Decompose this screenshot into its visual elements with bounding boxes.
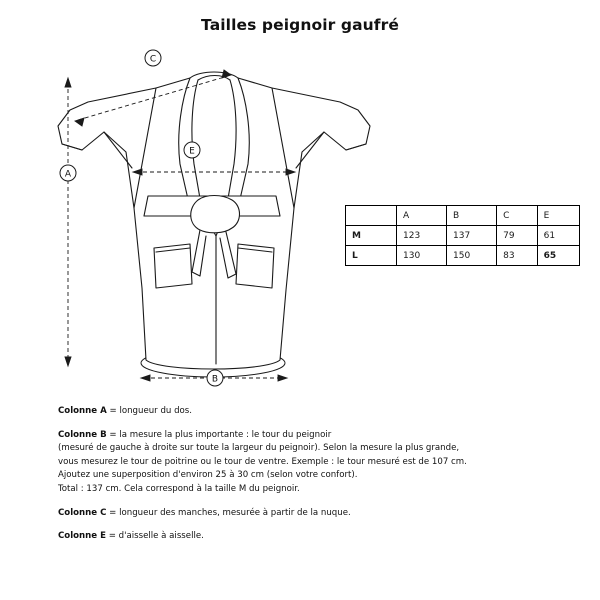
label-b-text: B xyxy=(211,374,219,385)
cell-l-e: 65 xyxy=(537,246,579,266)
legend-b-line-3: Ajoutez une superposition d'environ 25 à 30 cm (selon votre confort). xyxy=(58,470,358,481)
cell-m-b: 137 xyxy=(447,226,497,246)
label-e-text: E xyxy=(189,146,195,157)
legend-c-text: = longueur des manches, mesurée à partir de la nuque. xyxy=(106,507,351,518)
arrow-a-bottom xyxy=(65,357,71,366)
pocket-right xyxy=(236,244,274,288)
bathrobe-svg xyxy=(40,40,380,390)
legend-item-e xyxy=(58,530,558,544)
legend-e-label: Colonne E xyxy=(58,531,106,542)
arrow-a-top xyxy=(65,78,71,87)
legend-a-label: Colonne A xyxy=(58,406,107,416)
cell-m-a: 123 xyxy=(397,226,447,246)
legend-c-label: Colonne C xyxy=(58,507,107,518)
legend-b-text: = la mesure la plus importante : le tour du peignoir xyxy=(106,429,332,440)
table-header-b: B xyxy=(447,206,497,226)
legend-b-label: Colonne B xyxy=(58,429,107,440)
cell-l-b: 150 xyxy=(447,246,497,266)
label-a-text: A xyxy=(64,169,72,180)
legend-b-line-4: Total : 137 cm. Cela correspond à la taille M du peignoir. xyxy=(58,483,300,494)
cell-m-c: 79 xyxy=(497,226,538,246)
arrow-b-left xyxy=(141,375,150,381)
belt-knot xyxy=(191,196,240,233)
row-size-m: M xyxy=(346,226,397,246)
table-header-a: A xyxy=(397,206,447,226)
table-header-e: E xyxy=(537,206,579,226)
pocket-left xyxy=(154,244,192,288)
legend-b-line-2: vous mesurez le tour de poitrine ou le tour de ventre. Exemple : le tour mesuré est de 107 cm. xyxy=(58,456,467,467)
table-row xyxy=(346,226,580,246)
table-header-row xyxy=(346,206,580,226)
cell-l-a: 130 xyxy=(397,246,447,266)
arrow-b-right xyxy=(278,375,287,381)
row-size-l: L xyxy=(346,246,397,266)
table-header-blank xyxy=(346,206,397,226)
legend xyxy=(58,405,558,544)
legend-b-line-1: (mesuré de gauche à droite sur toute la largeur du peignoir). Selon la mesure la plus grande, xyxy=(58,443,460,454)
table-row xyxy=(346,246,580,266)
cell-m-e: 61 xyxy=(537,226,579,246)
cell-l-c: 83 xyxy=(497,246,538,266)
page-title: Tailles peignoir gaufré xyxy=(201,16,399,34)
legend-item-b xyxy=(58,429,558,497)
table-header-c: C xyxy=(497,206,538,226)
legend-item-c xyxy=(58,507,558,521)
bathrobe-diagram xyxy=(40,40,380,390)
legend-a-text: = longueur du dos. xyxy=(106,406,192,416)
legend-e-text: = d'aisselle à aisselle. xyxy=(106,531,204,542)
legend-item-a xyxy=(58,405,558,419)
label-c-text: C xyxy=(149,54,157,65)
size-table xyxy=(345,205,580,266)
